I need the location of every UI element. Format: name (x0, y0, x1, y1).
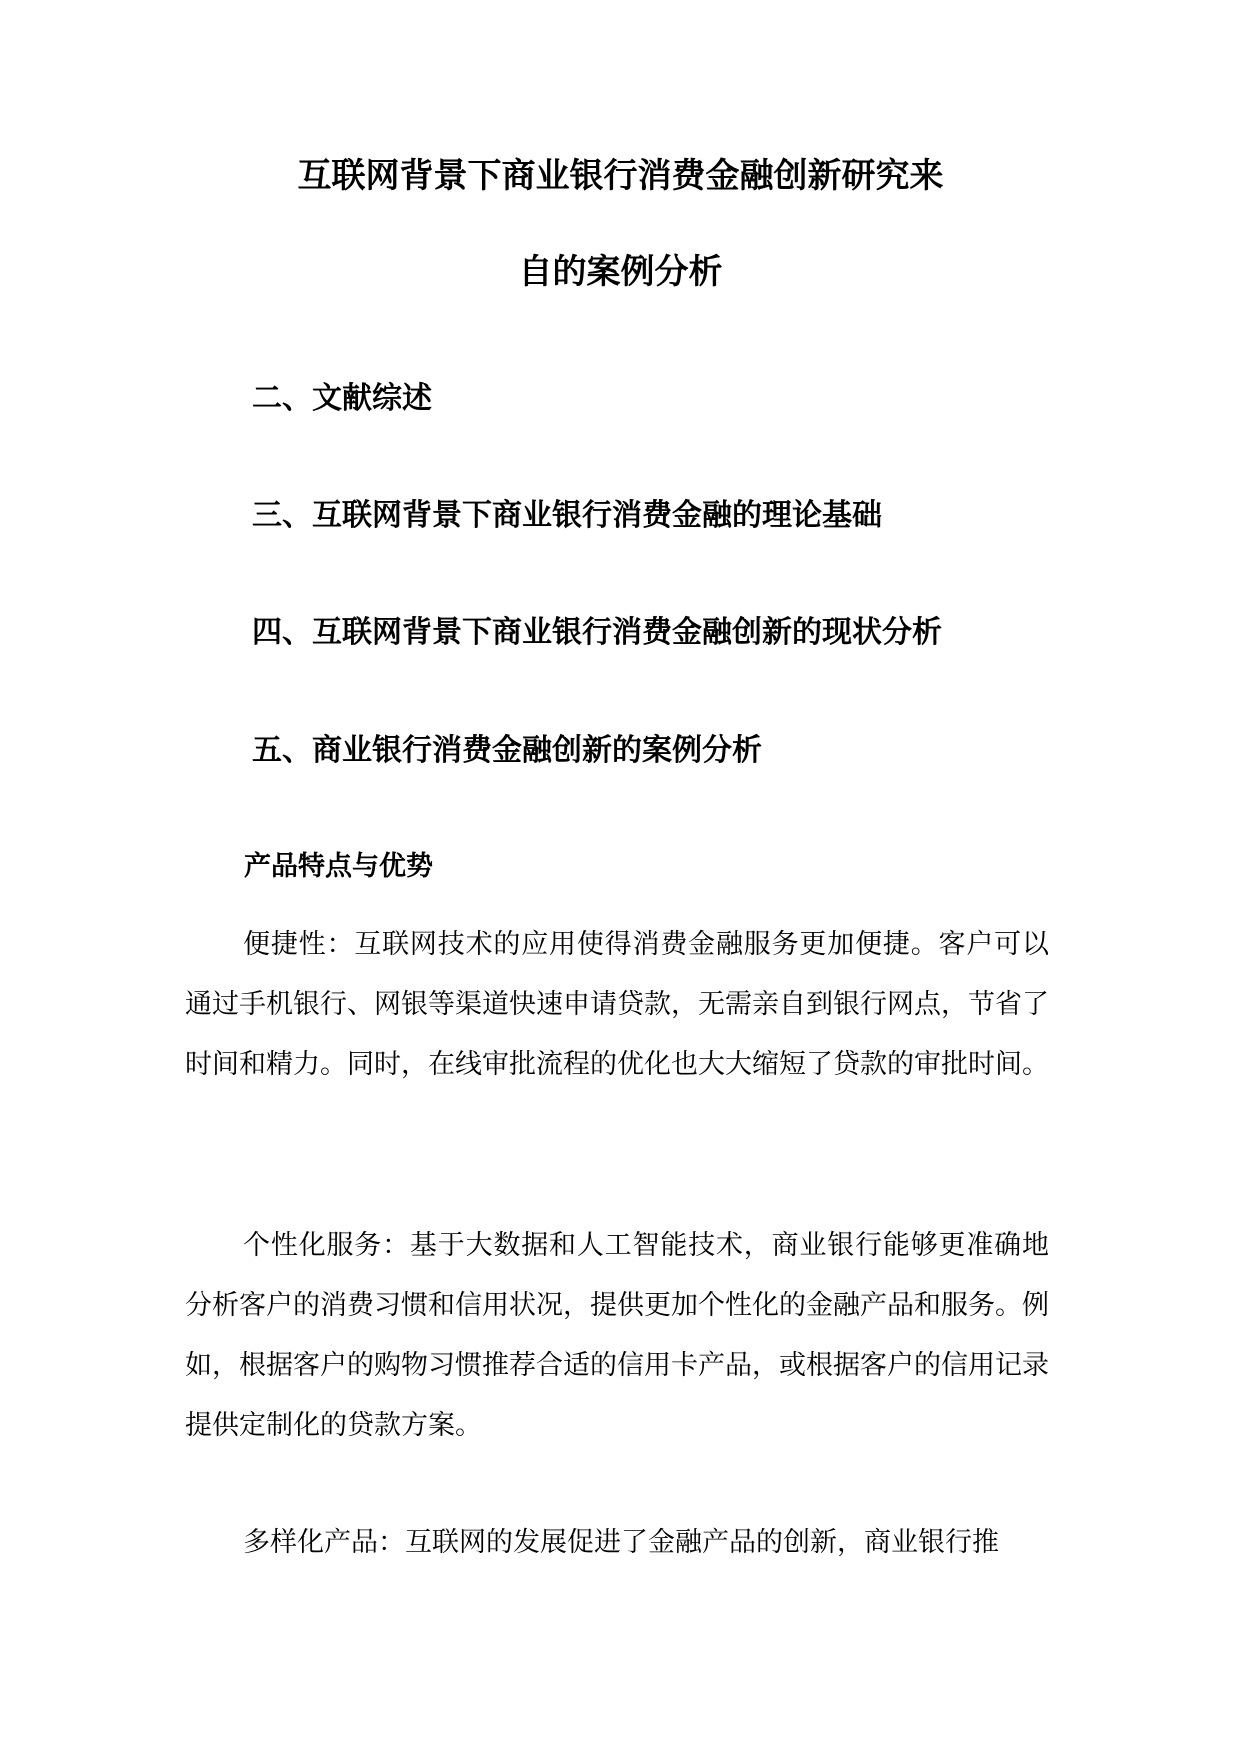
section-heading-literature-review: 二、文献综述 (252, 381, 432, 416)
section-heading-current-status: 四、互联网背景下商业银行消费金融创新的现状分析 (252, 615, 942, 650)
paragraph-diversified-products: 多样化产品：互联网的发展促进了金融产品的创新，商业银行推 (243, 1527, 999, 1558)
subheading-product-features: 产品特点与优势 (244, 851, 433, 882)
section-heading-theoretical-basis: 三、互联网背景下商业银行消费金融的理论基础 (252, 498, 882, 533)
document-title-line-1: 互联网背景下商业银行消费金融创新研究来 (297, 156, 944, 196)
paragraph-personalized-service: 个性化服务：基于大数据和人工智能技术，商业银行能够更准确地分析客户的消费习惯和信用状况，提供更加个性化的金融产品和服务。例如，根据客户的购物习惯推荐合适的信用卡产品，或根据客户的信用记录提供定制化的贷款方案。 (185, 1230, 1049, 1441)
paragraph-convenience: 便捷性：互联网技术的应用使得消费金融服务更加便捷。客户可以通过手机银行、网银等渠道快速申请贷款，无需亲自到银行网点，节省了时间和精力。同时，在线审批流程的优化也大大缩短了贷款的审批时间。 (185, 929, 1049, 1080)
section-heading-case-analysis: 五、商业银行消费金融创新的案例分析 (252, 733, 762, 768)
document-title-line-2: 自的案例分析 (518, 252, 723, 292)
